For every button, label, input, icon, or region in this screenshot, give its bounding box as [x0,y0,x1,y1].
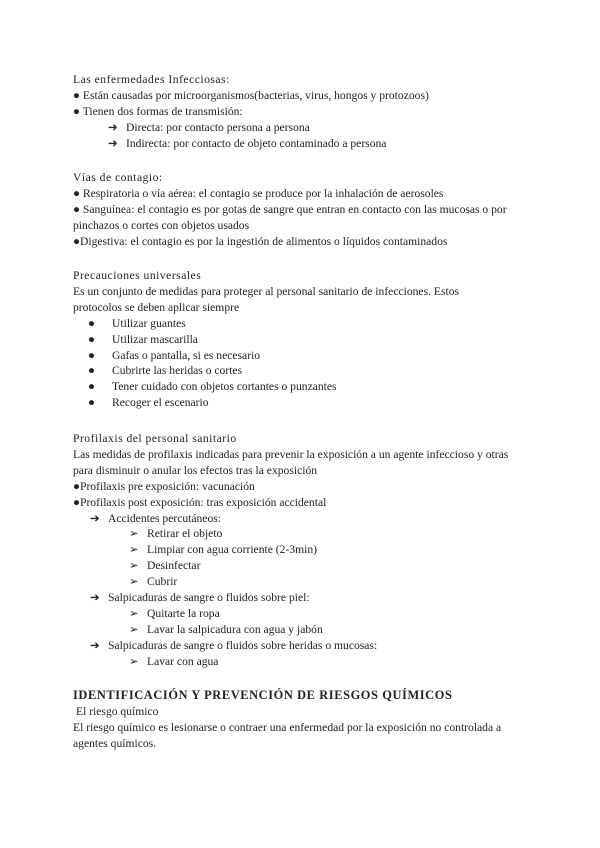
bullet-icon: ● [88,316,96,330]
group-label [73,638,543,654]
text-line: protocolos se deben aplicar siempre [73,300,240,314]
group-label-text: Salpicaduras de sangre o fluidos sobre piel: [108,591,310,605]
text-line: pinchazos o cortes con objetos usados [73,218,250,232]
section-quimicos [73,688,543,752]
group-label [73,590,543,606]
sub-item-text: Indirecta: por contacto de objeto contaminado a persona [126,136,387,150]
group-item-text: Lavar la salpicadura con agua y jabón [147,622,323,636]
text-line: ●Profilaxis post exposición: tras exposición accidental [73,495,327,509]
group-item-text: Quitarte la ropa [147,606,220,620]
triangle-icon: ➢ [129,543,139,557]
bullet-icon: ● [88,380,96,394]
text-line: Es un conjunto de medidas para proteger al personal sanitario de infecciones. Estos [73,284,460,298]
section-title: Vías de contagio: [73,171,163,184]
triangle-icon: ➢ [129,527,139,541]
group-label-text: Salpicaduras de sangre o fluidos sobre heridas o mucosas: [108,638,378,652]
arrow-icon: ➔ [90,591,100,605]
group-label [73,511,543,527]
text-line: ●Digestiva: el contagio es por la ingestión de alimentos o líquidos contaminados [73,234,448,248]
section-vias [73,170,543,250]
list-item-text: Cubrirte las heridas o cortes [112,364,243,378]
list-item-text: Gafas o pantalla, si es necesario [112,348,261,362]
group-label-text: Accidentes percutáneos: [108,511,221,525]
list-item-text: Utilizar mascarilla [112,332,198,346]
triangle-icon: ➢ [129,575,139,589]
bullet-line: ● Tienen dos formas de transmisión: [73,104,243,118]
group-item-text: Lavar con agua [147,654,219,668]
list-item [73,395,543,411]
text-line: ● Respiratoria o vía aérea: el contagio se produce por la inhalación de aerosoles [73,186,444,200]
group-item-text: Desinfectar [147,559,201,573]
sub-item [73,136,543,152]
group-item [73,574,543,590]
section-title: Precauciones universales [73,269,202,282]
triangle-icon: ➢ [129,559,139,573]
bullet-line: ● Están causadas por microorganismos(bacterias, virus, hongos y protozoos) [73,88,429,102]
group-item [73,622,543,638]
arrow-icon: ➔ [90,511,100,525]
list-item [73,363,543,379]
section-title: Profilaxis del personal sanitario [73,432,237,445]
list-item [73,316,543,332]
text-line: El riesgo químico es lesionarse o contraer una enfermedad por la exposición no controlada a [73,720,502,734]
section-heading: IDENTIFICACIÓN Y PREVENCIÓN DE RIESGOS QUÍMICOS [73,688,453,702]
triangle-icon: ➢ [129,622,139,636]
arrow-icon: ➔ [90,638,100,652]
group-item-text: Retirar el objeto [147,527,223,541]
bullet-icon: ● [88,364,96,378]
text-line: ● Sanguínea: el contagio es por gotas de sangre que entran en contacto con las mucosas o por [73,202,507,216]
triangle-icon: ➢ [129,654,139,668]
list-item-text: Utilizar guantes [112,316,186,330]
text-line: agentes químicos. [73,736,157,750]
bullet-icon: ● [88,332,96,346]
group-item [73,558,543,574]
group-item [73,654,543,670]
list-item-text: Tener cuidado con objetos cortantes o punzantes [112,380,337,394]
arrow-icon: ➔ [108,120,118,134]
bullet-icon: ● [88,348,96,362]
triangle-icon: ➢ [129,606,139,620]
sub-item-text: Directa: por contacto persona a persona [126,120,310,134]
subtitle: El riesgo químico [76,704,159,718]
text-line: para disminuir o anular los efectos tras la exposición [73,463,318,477]
text-line: ●Profilaxis pre exposición: vacunación [73,479,255,493]
sub-item [73,120,543,136]
group-item-text: Limpiar con agua corriente (2-3min) [147,543,317,557]
group-item-text: Cubrir [147,575,178,589]
group-item [73,542,543,558]
list-item [73,332,543,348]
group-item [73,526,543,542]
list-item [73,379,543,395]
section-precauciones [73,268,543,411]
group-item [73,606,543,622]
list-item [73,348,543,364]
list-item-text: Recoger el escenario [112,396,209,410]
arrow-icon: ➔ [108,136,118,150]
text-line: Las medidas de profilaxis indicadas para prevenir la exposición a un agente infeccioso y otras [73,447,509,461]
bullet-icon: ● [88,396,96,410]
section-profilaxis [73,431,543,670]
section-title: Las enfermedades Infecciosas: [73,73,230,86]
section-infecciosas [73,72,543,152]
